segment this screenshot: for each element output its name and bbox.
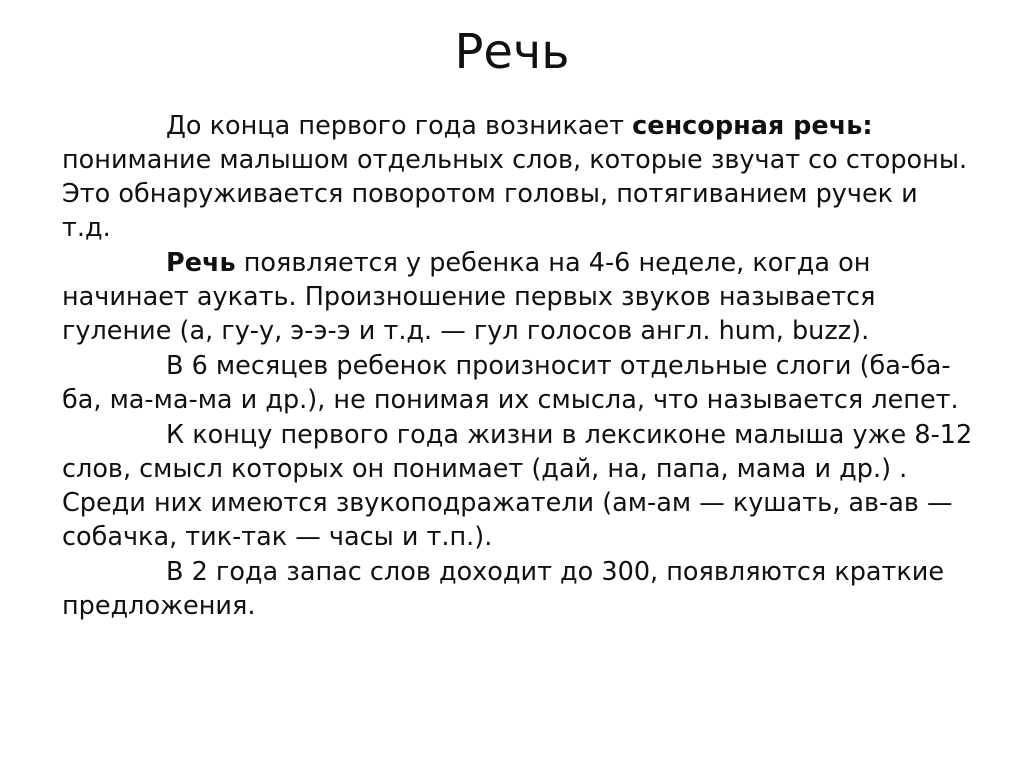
paragraph-lead-text: До конца первого года возникает [166, 111, 633, 141]
paragraph-bold-term: Речь [166, 248, 236, 278]
paragraph-text: К концу первого года жизни в лексиконе малыша уже 8-12 слов, смысл которых он понимает (дай, на, папа, мама и др.) . Среди них имеются звукоподражатели (ам-ам — кушать, ав-ав — собачка, тик-так — часы и т.п.). [62, 420, 973, 552]
paragraph-bold-term: сенсорная речь: [632, 111, 873, 141]
paragraph-text: появляется у ребенка на 4-6 неделе, когда он начинает аукать. Произношение первых звуков называется гуление (а, гу-у, э-э-э и т.д. — гул голосов англ. hum, buzz). [62, 248, 876, 346]
slide-title: Речь [454, 24, 570, 80]
paragraph-text: В 6 месяцев ребенок произносит отдельные слоги (ба-ба-ба, ма-ма-ма и др.), не понимая их смысла, что называется лепет. [62, 351, 959, 415]
paragraph-two-years [62, 555, 974, 623]
paragraph-sensory-speech [62, 109, 974, 245]
paragraph-text: понимание малышом отдельных слов, которые звучат со стороны. Это обнаруживается поворотом головы, потягиванием ручек и т.д. [62, 145, 968, 243]
slide-body [62, 109, 974, 624]
paragraph-text: В 2 года запас слов доходит до 300, появляются краткие предложения. [62, 557, 945, 621]
paragraph-first-words [62, 418, 974, 554]
paragraph-speech-onset [62, 246, 974, 348]
paragraph-babbling [62, 349, 974, 417]
